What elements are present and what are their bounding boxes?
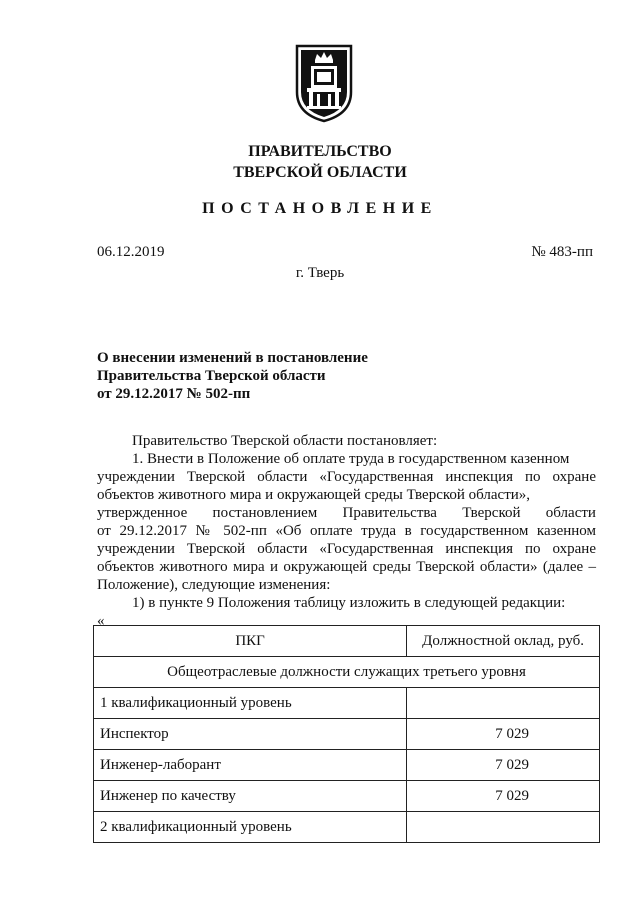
item1-text: учреждении Тверской области «Государственная инспекция по охране объектов животного мира и окружающей среды Тверской области», — [97, 469, 596, 503]
empty-cell — [407, 688, 600, 719]
position-salary: 7 029 — [407, 781, 600, 812]
position-name: Инспектор — [94, 719, 407, 750]
document-city: г. Тверь — [295, 265, 345, 281]
position-salary: 7 029 — [407, 750, 600, 781]
qualification-level: 1 квалификационный уровень — [94, 688, 407, 719]
item1-text-continued: от 29.12.2017 № 502-пп «Об оплате труда в государственном казенном учреждении Тверской области «Государственная инспекция по охране объектов животного мира и окружающей среды Тверской области» (далее – Положение), следующие изменения: — [97, 523, 596, 593]
open-quote: « — [97, 613, 105, 629]
table-row — [94, 750, 600, 781]
document-number: № 483-пп — [531, 244, 593, 260]
table-row — [94, 812, 600, 843]
table-row — [94, 781, 600, 812]
qualification-level: 2 квалификационный уровень — [94, 812, 407, 843]
document-subject — [97, 349, 368, 403]
intro-paragraph: Правительство Тверской области постановляет: — [132, 433, 438, 449]
header-salary: Должностной оклад, руб. — [407, 626, 600, 657]
group-title: Общеотраслевые должности служащих третьего уровня — [94, 657, 600, 688]
empty-cell — [407, 812, 600, 843]
word: Тверской — [462, 505, 521, 521]
word: Правительства — [342, 505, 437, 521]
word: постановлением — [212, 505, 318, 521]
table-row — [94, 688, 600, 719]
government-name-line1: ПРАВИТЕЛЬСТВО — [248, 143, 392, 160]
subject-line: от 29.12.2017 № 502-пп — [97, 386, 251, 402]
document-type: ПОСТАНОВЛЕНИЕ — [202, 200, 438, 217]
position-salary: 7 029 — [407, 719, 600, 750]
table-header-row — [94, 626, 600, 657]
word: утвержденное — [97, 505, 188, 521]
position-name: Инженер-лаборант — [94, 750, 407, 781]
tver-coat-of-arms-icon — [293, 42, 355, 124]
subitem1-paragraph: 1) в пункте 9 Положения таблицу изложить в следующей редакции: — [132, 595, 566, 611]
salary-table — [93, 625, 600, 843]
document-body — [97, 432, 596, 630]
document-date: 06.12.2019 — [97, 244, 165, 260]
table-row — [94, 719, 600, 750]
item1-first-line: 1. Внести в Положение об оплате труда в государственном казенном — [132, 451, 570, 467]
item1-spaced-line — [97, 504, 596, 522]
table-group-row — [94, 657, 600, 688]
government-name-line2: ТВЕРСКОЙ ОБЛАСТИ — [233, 164, 407, 181]
position-name: Инженер по качеству — [94, 781, 407, 812]
subject-line: О внесении изменений в постановление — [97, 350, 368, 366]
header-pkg: ПКГ — [94, 626, 407, 657]
subject-line: Правительства Тверской области — [97, 368, 326, 384]
word: области — [545, 505, 596, 521]
